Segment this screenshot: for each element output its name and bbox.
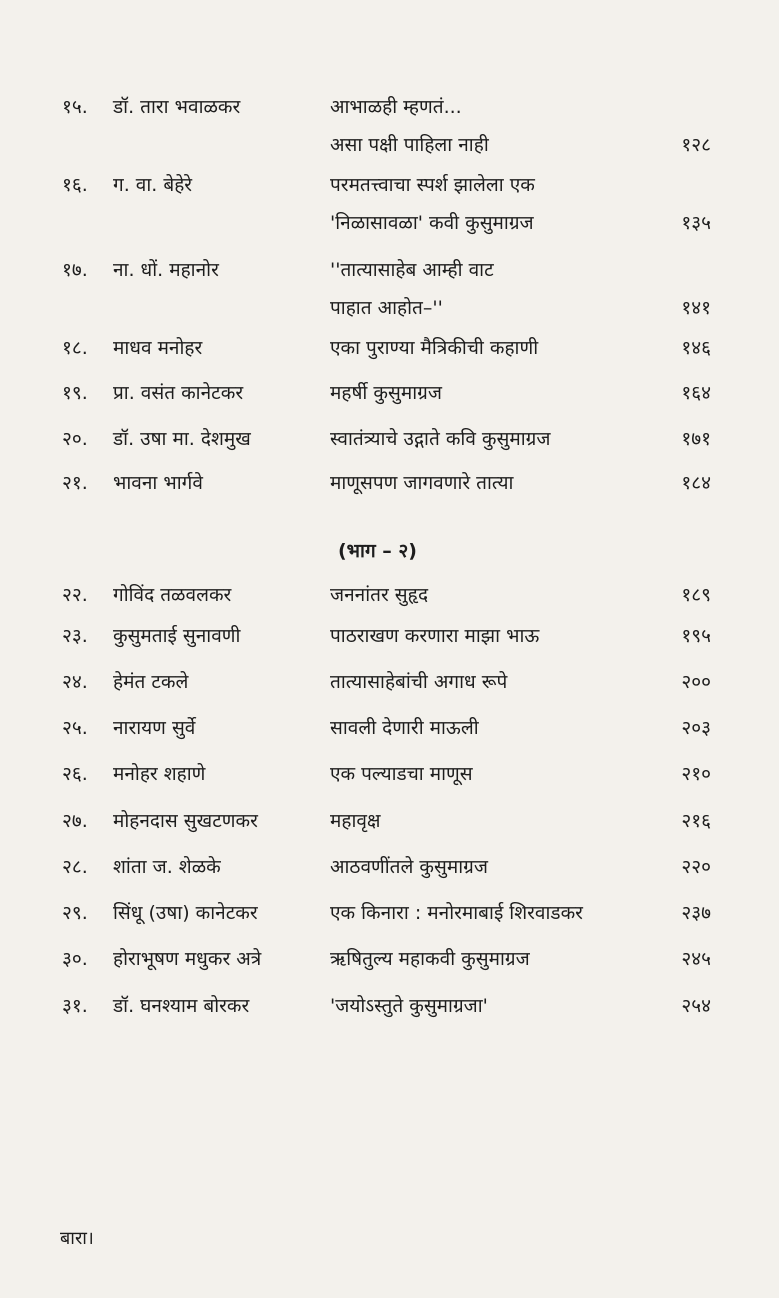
- entry-number: १९.: [62, 382, 88, 404]
- entry-title: माणूसपण जागवणारे तात्या: [330, 472, 514, 494]
- entry-number: २१.: [62, 472, 88, 494]
- entry-number: २८.: [62, 856, 88, 878]
- entry-author: ग. वा. बेहेरे: [113, 174, 193, 196]
- entry-author: डॉ. घनश्याम बोरकर: [113, 995, 250, 1017]
- entry-author: शांता ज. शेळके: [113, 856, 221, 878]
- entry-title: ''तात्यासाहेब आम्ही वाट: [330, 259, 494, 281]
- entry-number: २७.: [62, 810, 88, 832]
- entry-number: १८.: [62, 337, 88, 359]
- entry-number: २०.: [62, 428, 88, 450]
- entry-author: कुसुमताई सुनावणी: [113, 625, 241, 647]
- entry-title: एक किनारा : मनोरमाबाई शिरवाडकर: [330, 902, 583, 924]
- entry-page-number: २१६: [681, 810, 711, 832]
- entry-number: २६.: [62, 763, 88, 785]
- entry-number: ३१.: [62, 995, 88, 1017]
- entry-title: महावृक्ष: [330, 810, 381, 832]
- entry-title: एक पल्याडचा माणूस: [330, 763, 473, 785]
- entry-number: ३०.: [62, 948, 88, 970]
- entry-title: 'जयोऽस्तुते कुसुमाग्रजा': [330, 995, 488, 1017]
- entry-page-number: १९५: [681, 625, 711, 647]
- entry-page-number: २००: [681, 671, 711, 693]
- entry-page-number: २५४: [681, 995, 711, 1017]
- entry-page-number: २३७: [681, 902, 711, 924]
- entry-page-number: १२८: [681, 134, 711, 156]
- page-footer: बारा।: [60, 1228, 94, 1249]
- entry-author: गोविंद तळवलकर: [113, 584, 232, 606]
- entry-author: भावना भार्गवे: [113, 472, 203, 494]
- entry-title: ऋषितुल्य महाकवी कुसुमाग्रज: [330, 948, 530, 970]
- entry-number: २४.: [62, 671, 88, 693]
- entry-page-number: २२०: [681, 856, 711, 878]
- entry-title: आभाळही म्हणतं...: [330, 96, 462, 118]
- entry-page-number: १४१: [681, 297, 711, 319]
- entry-title: आठवणींतले कुसुमाग्रज: [330, 856, 488, 878]
- entry-author: डॉ. तारा भवाळकर: [113, 96, 241, 118]
- entry-title: पाहात आहोत–'': [330, 297, 443, 319]
- entry-title: सावली देणारी माऊली: [330, 717, 479, 739]
- entry-number: १५.: [62, 96, 88, 118]
- entry-author: मोहनदास सुखटणकर: [113, 810, 258, 832]
- entry-author: मनोहर शहाणे: [113, 763, 206, 785]
- entry-title: महर्षी कुसुमाग्रज: [330, 382, 442, 404]
- entry-author: डॉ. उषा मा. देशमुख: [113, 428, 251, 450]
- entry-number: २५.: [62, 717, 88, 739]
- entry-title: 'निळासावळा' कवी कुसुमाग्रज: [330, 212, 534, 234]
- entry-title: पाठराखण करणारा माझा भाऊ: [330, 625, 540, 647]
- entry-number: २२.: [62, 584, 88, 606]
- entry-author: हेमंत टकले: [113, 671, 189, 693]
- entry-number: १७.: [62, 259, 88, 281]
- entry-author: सिंधू (उषा) कानेटकर: [113, 902, 258, 924]
- entry-author: माधव मनोहर: [113, 337, 203, 359]
- entry-title: स्वातंत्र्याचे उद्गाते कवि कुसुमाग्रज: [330, 428, 551, 450]
- entry-page-number: २१०: [681, 763, 711, 785]
- entry-page-number: १८९: [681, 584, 711, 606]
- entry-number: २३.: [62, 625, 88, 647]
- entry-title: जननांतर सुहृद: [330, 584, 429, 606]
- section-heading: (भाग – २): [338, 540, 417, 562]
- entry-number: १६.: [62, 174, 88, 196]
- entry-author: नारायण सुर्वे: [113, 717, 196, 739]
- entry-title: परमतत्त्वाचा स्पर्श झालेला एक: [330, 174, 535, 196]
- entry-author: ना. धों. महानोर: [113, 259, 219, 281]
- entry-page-number: १४६: [681, 337, 711, 359]
- entry-author: प्रा. वसंत कानेटकर: [113, 382, 244, 404]
- entry-number: २९.: [62, 902, 88, 924]
- entry-page-number: १३५: [681, 212, 711, 234]
- entry-title: तात्यासाहेबांची अगाध रूपे: [330, 671, 508, 693]
- entry-page-number: १८४: [681, 472, 711, 494]
- entry-page-number: १७१: [681, 428, 711, 450]
- entry-page-number: २४५: [681, 948, 711, 970]
- entry-page-number: २०३: [681, 717, 711, 739]
- entry-title: एका पुराण्या मैत्रिकीची कहाणी: [330, 337, 539, 359]
- entry-title: असा पक्षी पाहिला नाही: [330, 134, 489, 156]
- entry-author: होराभूषण मधुकर अत्रे: [113, 948, 262, 970]
- entry-page-number: १६४: [681, 382, 711, 404]
